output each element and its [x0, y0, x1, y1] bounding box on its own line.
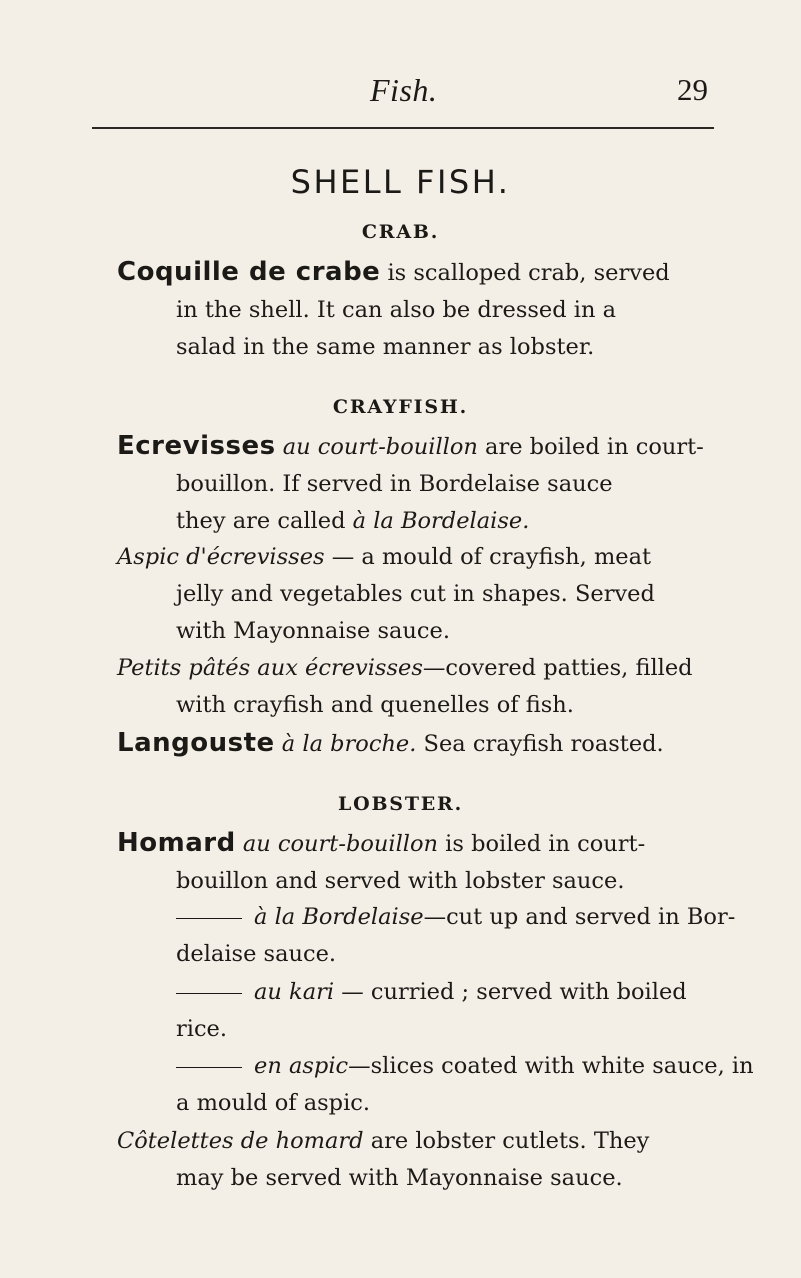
- entry-ecrevisses: Ecrevisses au court-bouillon are boiled in court- bouillon. If served in Bordelaise sauce they are called à la Bordelaise.: [117, 431, 704, 534]
- ditto-dash: [176, 993, 242, 994]
- entry-homard-kari: au kari — curried ; served with boiled rice.: [176, 979, 687, 1042]
- ditto-dash: [176, 1067, 242, 1068]
- crayfish-heading: CRAYFISH.: [332, 396, 469, 418]
- entry-homard-aspic: en aspic—slices coated with white sauce, in a mould of aspic.: [176, 1053, 754, 1116]
- running-title: Fish.: [370, 72, 438, 108]
- entry-petits-pates: Petits pâtés aux écrevisses—covered patties, filled with crayfish and quenelles of fish.: [117, 655, 693, 718]
- entry-cotelettes: Côtelettes de homard are lobster cutlets. They may be served with Mayonnaise sauce.: [117, 1128, 650, 1191]
- crab-heading: CRAB.: [361, 221, 440, 243]
- page-number: 29: [677, 72, 708, 107]
- entry-head-word: Coquille de crabe: [117, 257, 381, 287]
- page-header: [0, 58, 801, 108]
- entry-coquille: Coquille de crabe is scalloped crab, served in the shell. It can also be dressed in a salad in the same manner as lobster.: [117, 257, 670, 360]
- entry-head-word: Langouste: [117, 728, 275, 758]
- header-rule: [92, 127, 714, 129]
- section-title: SHELL FISH.: [290, 163, 511, 201]
- entry-homard-bordelaise: à la Bordelaise—cut up and served in Bor- delaise sauce.: [176, 904, 736, 967]
- ditto-dash: [176, 918, 242, 919]
- entry-head-word: Ecrevisses: [117, 431, 276, 461]
- lobster-heading: LOBSTER.: [337, 793, 464, 815]
- entry-langouste: Langouste à la broche. Sea crayfish roasted.: [117, 728, 664, 758]
- entry-aspic-ecrevisses: Aspic d'écrevisses — a mould of crayfish, meat jelly and vegetables cut in shapes. Served with Mayonnaise sauce.: [117, 544, 655, 644]
- entry-homard: Homard au court-bouillon is boiled in court- bouillon and served with lobster sauce.: [117, 828, 646, 894]
- entry-head-word: Homard: [117, 828, 236, 858]
